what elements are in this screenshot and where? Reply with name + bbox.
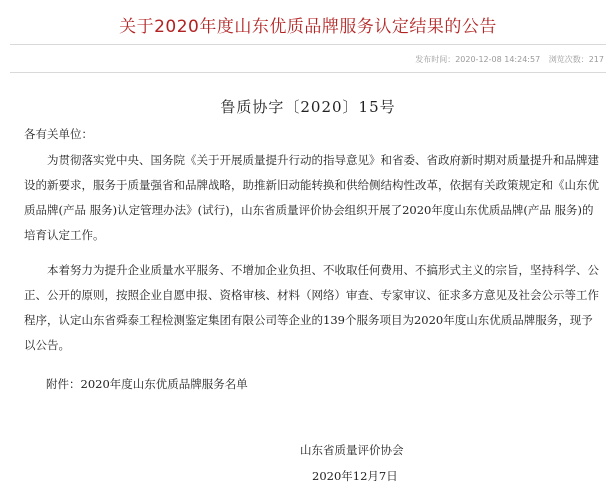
meta-divider	[10, 72, 606, 73]
document-number: 鲁质协字〔2020〕15号	[220, 98, 396, 116]
page-title: 关于2020年度山东优质品牌服务认定结果的公告	[119, 17, 497, 37]
article-meta	[409, 54, 604, 65]
attachment-link[interactable]: 附件：2020年度山东优质品牌服务名单	[46, 377, 248, 391]
document-date: 2020年12月7日	[312, 469, 398, 483]
paragraph-1: 为贯彻落实党中央、国务院《关于开展质量提升行动的指导意见》和省委、省政府新时期对质量提升和品牌建设的新要求，服务于质量强省和品牌战略，助推新旧动能转换和供给侧结构性改革，依据有关政策规定和《山东优质品牌(产品 服务)认定管理办法》(试行)，山东省质量评价协会组织开展了2020年度山东优质品牌(产品 服务)的培育认定工作。	[24, 153, 599, 242]
view-count: 浏览次数：217	[548, 55, 604, 64]
title-divider	[10, 44, 606, 45]
paragraph-2: 本着努力为提升企业质量水平服务、不增加企业负担、不收取任何费用、不搞形式主义的宗旨，坚持科学、公正、公开的原则，按照企业自愿申报、资格审核、材料（网络）审查、专家审议、征求多方意见及社会公示等工作程序，认定山东省舜泰工程检测鉴定集团有限公司等企业的139个服务项目为2020年度山东优质品牌服务，现予以公告。	[24, 263, 599, 352]
signer: 山东省质量评价协会	[300, 443, 404, 457]
publish-time: 发布时间：2020-12-08 14:24:57	[415, 55, 541, 64]
salutation: 各有关单位：	[24, 127, 93, 141]
